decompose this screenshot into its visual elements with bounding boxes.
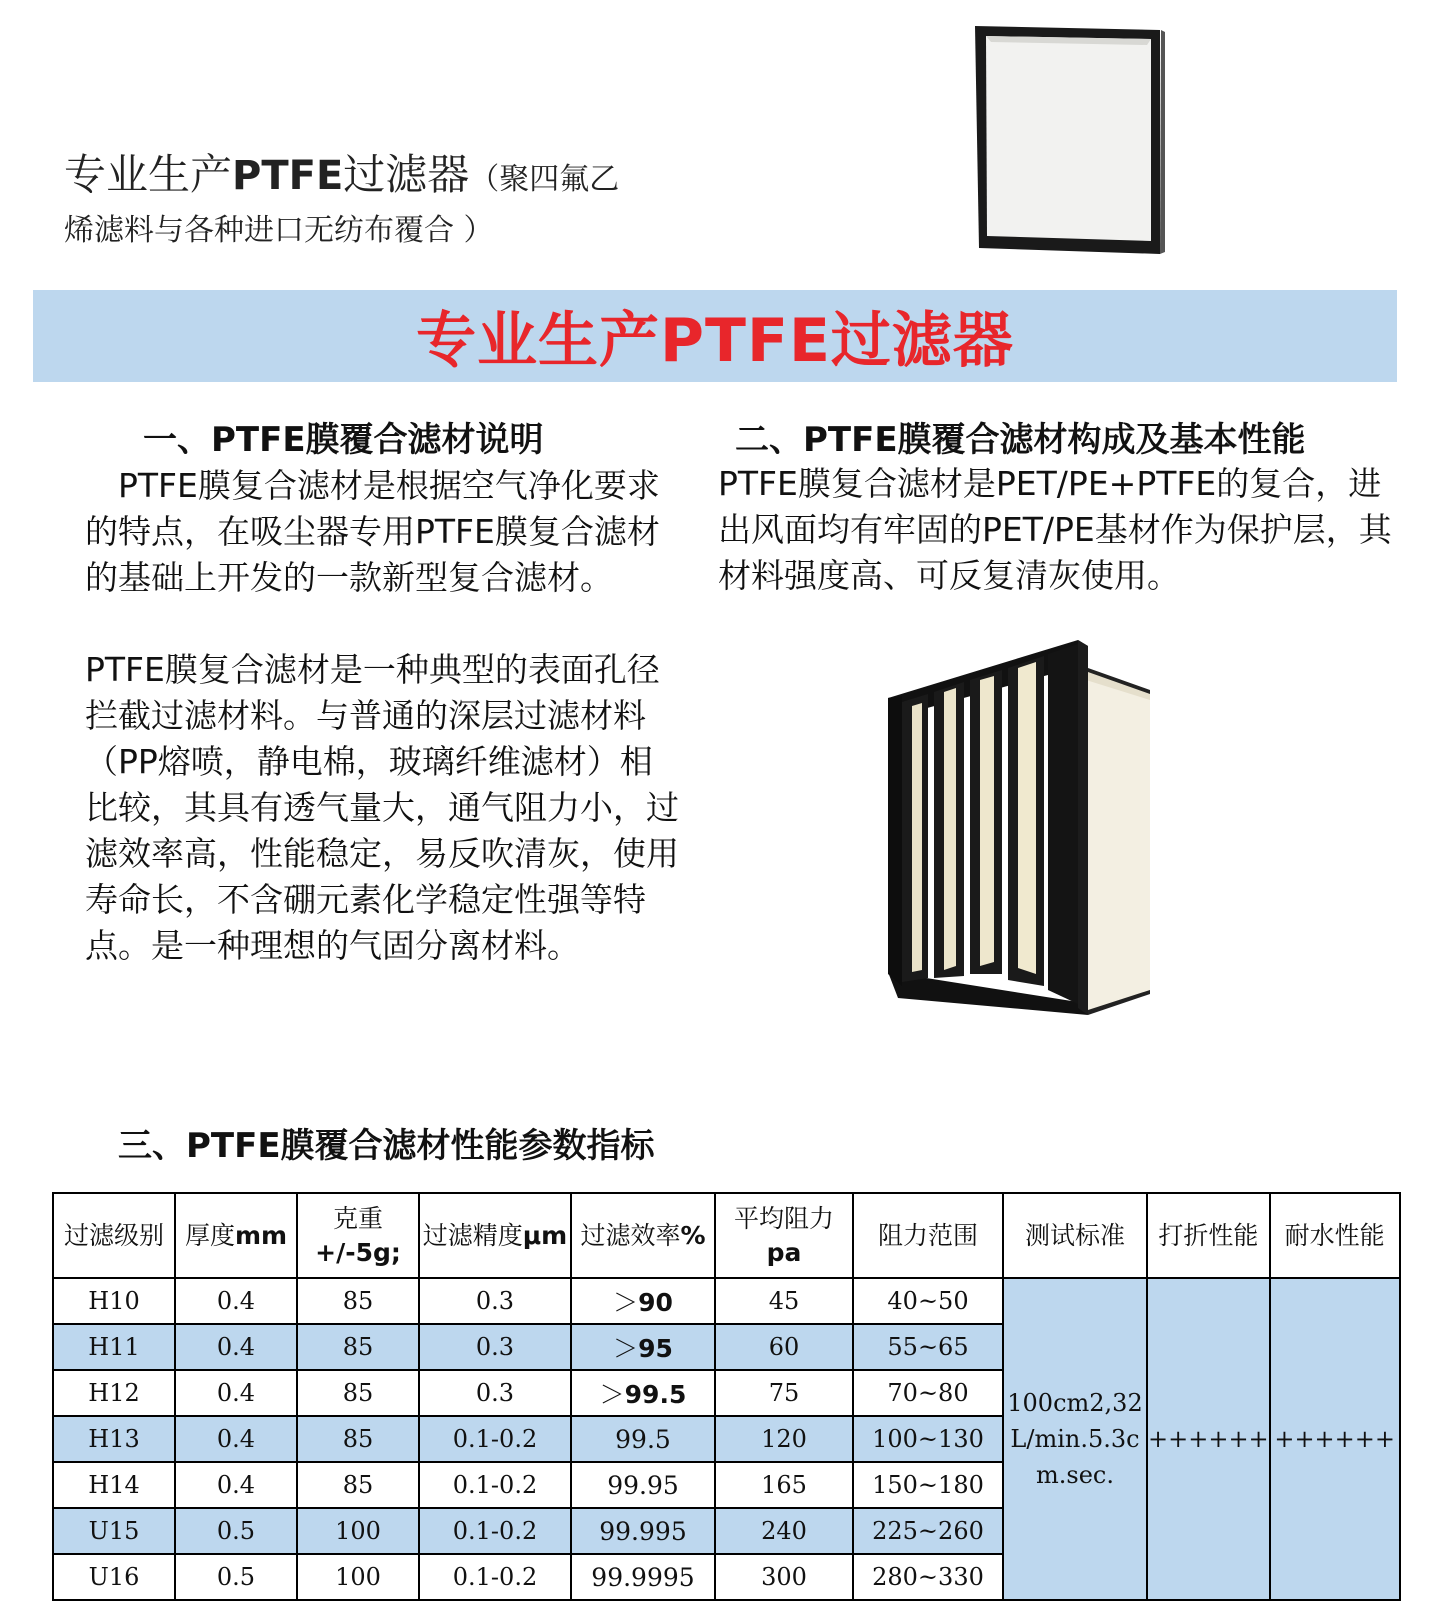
- table-row: [53, 1278, 1400, 1324]
- cell-range: 225~260: [853, 1508, 1003, 1554]
- cell-resistance: 75: [715, 1370, 853, 1416]
- cell-efficiency: ＞90: [571, 1278, 715, 1324]
- banner: [33, 290, 1397, 382]
- col-folding: 打折性能: [1147, 1193, 1270, 1278]
- cell-precision: 0.3: [419, 1370, 571, 1416]
- cell-test-standard: 100cm2,32L/min.5.3cm.sec.: [1003, 1278, 1147, 1600]
- cell-thickness: 0.4: [175, 1370, 297, 1416]
- col-water: 耐水性能: [1270, 1193, 1400, 1278]
- cell-range: 280~330: [853, 1554, 1003, 1600]
- cell-efficiency: ＞99.5: [571, 1370, 715, 1416]
- cell-efficiency: 99.995: [571, 1508, 715, 1554]
- section1-paragraph2: PTFE膜复合滤材是一种典型的表面孔径拦截过滤材料。与普通的深层过滤材料（PP熔喷，静电棉，玻璃纤维滤材）相比较，其具有透气量大，通气阻力小，过滤效率高，性能稳定，易反吹清灰，使用寿命长，不含硼元素化学稳定性强等特点。是一种理想的气固分离材料。: [85, 650, 679, 965]
- cell-precision: 0.1-0.2: [419, 1462, 571, 1508]
- intro-title-prefix: 专业生产: [64, 150, 233, 199]
- intro-title-suffix: 过滤器: [343, 150, 470, 199]
- cell-grade: U15: [53, 1508, 175, 1554]
- intro-title-paren: （聚四氟乙: [469, 162, 620, 197]
- col-resistance: 平均阻力 pa: [715, 1193, 853, 1278]
- cell-range: 70~80: [853, 1370, 1003, 1416]
- cell-resistance: 240: [715, 1508, 853, 1554]
- cell-resistance: 165: [715, 1462, 853, 1508]
- cell-precision: 0.3: [419, 1324, 571, 1370]
- col-weight: 克重 +/-5g;: [297, 1193, 419, 1278]
- cell-efficiency: ＞95: [571, 1324, 715, 1370]
- cell-efficiency: 99.5: [571, 1416, 715, 1462]
- col-range: 阻力范围: [853, 1193, 1003, 1278]
- cell-resistance: 120: [715, 1416, 853, 1462]
- col-efficiency: 过滤效率%: [571, 1193, 715, 1278]
- cell-resistance: 300: [715, 1554, 853, 1600]
- cell-efficiency: 99.9995: [571, 1554, 715, 1600]
- cell-weight: 85: [297, 1462, 419, 1508]
- cell-weight: 85: [297, 1370, 419, 1416]
- cell-precision: 0.3: [419, 1278, 571, 1324]
- section1-paragraph1: PTFE膜复合滤材是根据空气净化要求的特点，在吸尘器专用PTFE膜复合滤材的基础上开发的一款新型复合滤材。: [85, 466, 660, 597]
- cell-resistance: 60: [715, 1324, 853, 1370]
- intro-title: [64, 150, 684, 205]
- cell-grade: H12: [53, 1370, 175, 1416]
- cell-range: 40~50: [853, 1278, 1003, 1324]
- panel-filter-image: [975, 26, 1165, 254]
- cell-grade: H11: [53, 1324, 175, 1370]
- cell-grade: H10: [53, 1278, 175, 1324]
- cell-weight: 100: [297, 1508, 419, 1554]
- cell-weight: 85: [297, 1324, 419, 1370]
- table-header-row: [53, 1193, 1400, 1278]
- banner-title: 专业生产PTFE过滤器: [416, 306, 1014, 376]
- intro-subtitle: 烯滤料与各种进口无纺布覆合 ）: [64, 213, 494, 248]
- cell-range: 55~65: [853, 1324, 1003, 1370]
- cell-thickness: 0.4: [175, 1324, 297, 1370]
- cell-thickness: 0.4: [175, 1416, 297, 1462]
- cell-grade: H14: [53, 1462, 175, 1508]
- cell-weight: 100: [297, 1554, 419, 1600]
- section3-heading: 三、PTFE膜覆合滤材性能参数指标: [118, 1126, 655, 1166]
- spec-table: [52, 1192, 1401, 1601]
- cell-thickness: 0.5: [175, 1508, 297, 1554]
- cell-thickness: 0.5: [175, 1554, 297, 1600]
- col-precision: 过滤精度μm: [419, 1193, 571, 1278]
- cell-folding: ++++++: [1147, 1278, 1270, 1600]
- col-standard: 测试标准: [1003, 1193, 1147, 1278]
- cell-weight: 85: [297, 1416, 419, 1462]
- col-thickness: 厚度mm: [175, 1193, 297, 1278]
- cell-thickness: 0.4: [175, 1462, 297, 1508]
- col-grade: 过滤级别: [53, 1193, 175, 1278]
- section2-paragraph1: PTFE膜复合滤材是PET/PE+PTFE的复合，进出风面均有牢固的PET/PE基材作为保护层，其材料强度高、可反复清灰使用。: [718, 464, 1392, 595]
- cell-thickness: 0.4: [175, 1278, 297, 1324]
- cell-grade: U16: [53, 1554, 175, 1600]
- intro-title-ptfe: PTFE: [232, 153, 344, 199]
- cell-efficiency: 99.95: [571, 1462, 715, 1508]
- cell-range: 100~130: [853, 1416, 1003, 1462]
- section1-heading: 一、PTFE膜覆合滤材说明: [143, 420, 544, 460]
- cell-water-resistance: ++++++: [1270, 1278, 1400, 1600]
- cell-precision: 0.1-0.2: [419, 1416, 571, 1462]
- cell-weight: 85: [297, 1278, 419, 1324]
- cell-precision: 0.1-0.2: [419, 1554, 571, 1600]
- cell-grade: H13: [53, 1416, 175, 1462]
- cell-resistance: 45: [715, 1278, 853, 1324]
- cell-range: 150~180: [853, 1462, 1003, 1508]
- section2-heading: 二、PTFE膜覆合滤材构成及基本性能: [735, 420, 1306, 460]
- vbank-filter-image: [888, 640, 1160, 1015]
- cell-precision: 0.1-0.2: [419, 1508, 571, 1554]
